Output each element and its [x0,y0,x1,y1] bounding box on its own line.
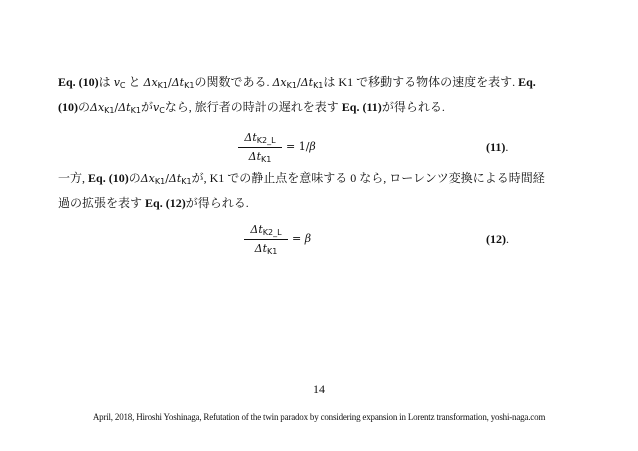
math-operator: / [114,101,119,114]
math-variable: Δx [90,101,105,114]
math-variable: Δt [168,172,182,185]
math-variable: Δt [248,150,262,163]
text: は K1 で移動する物体の速度を表す. [323,75,519,89]
paragraph-1-line-1 [58,70,578,95]
math-subscript: K2_L [262,228,282,237]
text: は [98,75,114,89]
math-subscript: K1 [184,81,195,90]
math-subscript: K1 [261,155,272,164]
fraction-numerator [244,222,288,240]
equation-reference: Eq. (10) [58,75,99,89]
math-variable: v [152,101,160,114]
equation-number-punct: . [505,140,509,154]
page-footer: April, 2018, Hiroshi Yoshinaga, Refutation of the twin paradox by considering expansion in Lorentz transformation, yoshi-naga.com [92,412,546,422]
paragraph-2-line-1 [58,166,578,191]
paragraph-1-line-2 [58,95,578,120]
math-subscript: C [159,106,165,115]
math-subscript: K1 [104,106,115,115]
math-variable: β [309,140,316,153]
math-subscript: K1 [130,106,141,115]
equation-reference: (10) [58,100,78,114]
math-variable: Δt [300,76,314,89]
math-subscript: K1 [154,177,166,186]
math-variable: v [113,76,120,89]
fraction [244,222,288,257]
text: の [128,171,141,185]
text: と [125,75,144,89]
math-subscript: K1 [313,81,324,90]
equation-reference: Eq. (12) [145,196,186,210]
text: が得られる. [185,196,249,210]
math-variable: Δx [143,76,158,89]
equation-reference: Eq. [518,75,536,89]
paragraph-2-line-2 [58,191,578,215]
math-operator: / [165,172,169,185]
math-variable: Δt [118,101,131,114]
fraction-denominator [244,240,288,257]
math-subscript: K1 [267,247,278,256]
paragraph-1 [58,70,578,120]
page-number: 14 [313,382,325,396]
fraction-denominator [238,148,282,165]
math-subscript: K2_L [256,136,276,145]
text: が [140,100,153,114]
math-operator: = [292,232,305,245]
fraction [238,130,282,165]
text: が得られる. [381,100,445,114]
text: が, K1 での静止点を意味する 0 なら, ローレンツ変換による時間経 [191,171,545,185]
math-operator: / [168,76,172,89]
equation-number [486,140,508,155]
fraction-numerator [238,130,282,148]
math-variable: Δt [250,223,263,236]
math-operator: = 1/ [286,140,310,153]
math-operator: / [296,76,301,89]
math-subscript: K1 [181,177,192,186]
math-variable: β [304,232,312,245]
equation-number [486,232,509,247]
equation-right-side [286,140,316,153]
equation-number-label: (12) [486,232,506,246]
equation-number-punct: . [506,232,509,246]
text: の [78,100,91,114]
equation-12 [0,222,638,268]
equation-number-label: (11) [486,140,506,154]
text: なら, 旅行者の時計の遅れを表す [164,100,342,114]
text: 過の拡張を表す [58,196,146,210]
paragraph-2 [58,166,578,215]
math-variable: Δx [272,76,287,89]
equation-reference: Eq. (10) [88,171,129,185]
text: の関数である. [194,75,273,89]
text: 一方, [58,171,89,185]
equation-reference: Eq. (11) [341,100,382,114]
math-subscript: K1 [157,81,169,90]
math-subscript: K1 [286,81,297,90]
math-variable: Δt [254,242,268,255]
math-subscript: C [119,81,126,90]
math-variable: Δt [244,131,257,144]
math-variable: Δx [140,172,155,185]
equation-right-side [292,232,311,245]
math-variable: Δt [171,76,185,89]
